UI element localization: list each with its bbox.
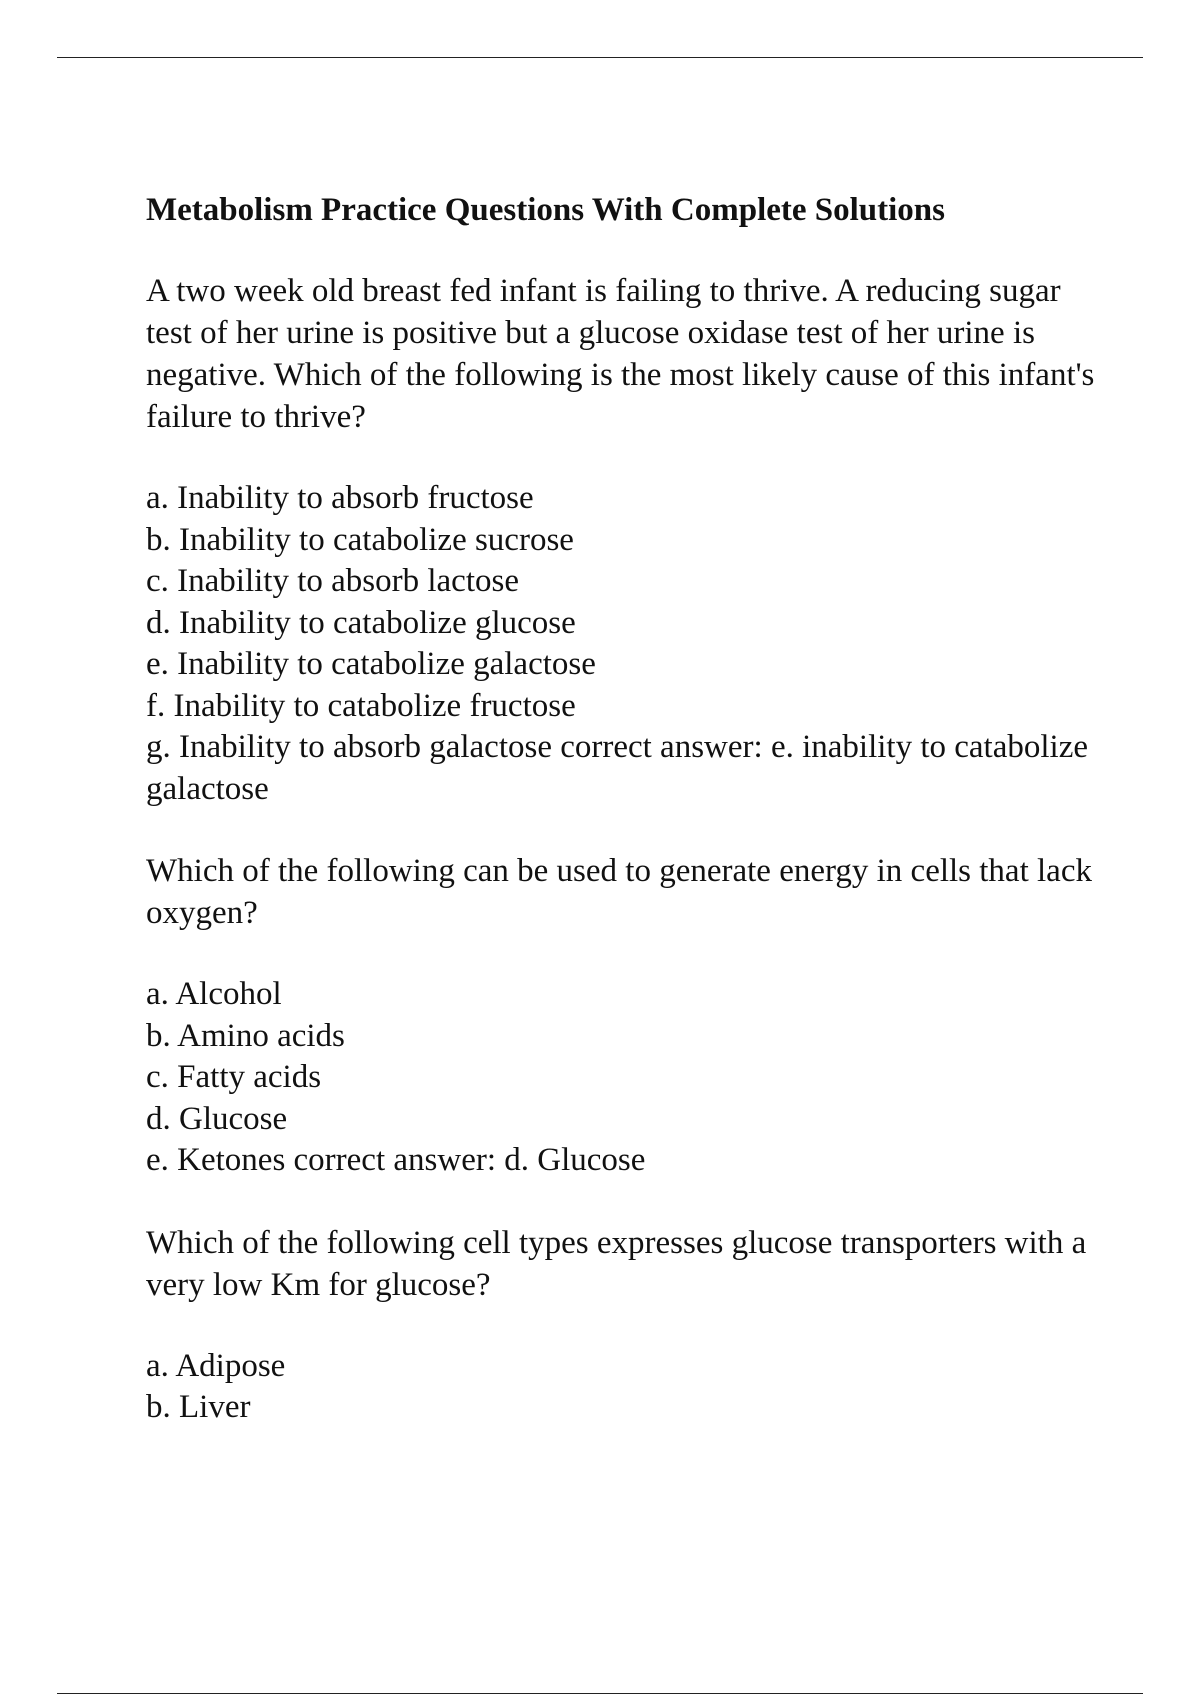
option-item: c. Fatty acids bbox=[146, 1059, 322, 1095]
option-item: e. Inability to catabolize galactose bbox=[146, 646, 596, 682]
option-item: b. Liver bbox=[146, 1389, 251, 1425]
question-3-options bbox=[146, 1346, 1096, 1429]
option-item: b. Amino acids bbox=[146, 1017, 345, 1054]
question-3-stem: Which of the following cell types expresses glucose transporters with a very low Km for glucose? bbox=[146, 1224, 1087, 1303]
question-2-stem: Which of the following can be used to generate energy in cells that lack oxygen? bbox=[146, 853, 1092, 931]
option-item: a. Alcohol bbox=[146, 976, 282, 1012]
page-title: Metabolism Practice Questions With Complete Solutions bbox=[146, 192, 945, 228]
top-divider bbox=[57, 57, 1143, 58]
option-item-with-answer: e. Ketones correct answer: d. Glucose bbox=[146, 1142, 646, 1178]
option-item-with-answer: g. Inability to absorb galactose correct answer: e. inability to catabolize galactose bbox=[146, 729, 1088, 807]
option-item: a. Adipose bbox=[146, 1347, 286, 1384]
option-item: a. Inability to absorb fructose bbox=[146, 480, 534, 516]
question-1-stem: A two week old breast fed infant is failing to thrive. A reducing sugar test of her urine is positive but a glucose oxidase test of her urine is negative. Which of the following is the most likely cause of this infant's failure to thrive? bbox=[146, 273, 1095, 435]
bottom-divider bbox=[57, 1693, 1143, 1694]
document-body bbox=[146, 189, 1096, 1469]
option-item: d. Inability to catabolize glucose bbox=[146, 604, 576, 641]
option-item: c. Inability to absorb lactose bbox=[146, 563, 519, 599]
option-item: b. Inability to catabolize sucrose bbox=[146, 521, 574, 558]
option-item: f. Inability to catabolize fructose bbox=[146, 687, 576, 724]
question-2-options bbox=[146, 974, 1096, 1182]
question-1-options bbox=[146, 478, 1096, 810]
option-item: d. Glucose bbox=[146, 1100, 288, 1137]
